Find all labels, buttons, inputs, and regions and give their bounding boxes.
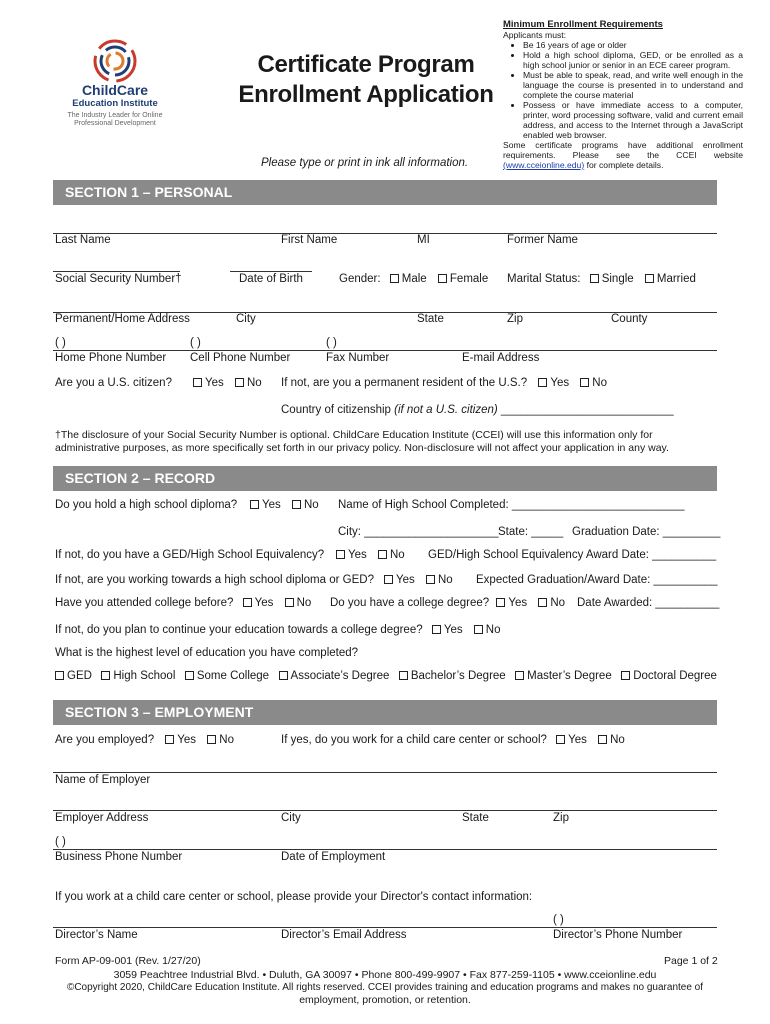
employer-address-label: Employer Address: [55, 812, 149, 824]
continue-question: If not, do you plan to continue your education towards a college degree?: [55, 624, 423, 636]
section2-heading: SECTION 2 – RECORD: [53, 466, 717, 491]
college-question: Have you attended college before?: [55, 597, 234, 609]
working-no-checkbox[interactable]: [426, 575, 435, 584]
logo-tagline1: The Industry Leader for Online: [67, 112, 163, 119]
state-label: State: [417, 313, 444, 325]
continue-field: [55, 624, 501, 636]
degree-yes-label: Yes: [508, 597, 528, 609]
employed-yes-label: Yes: [177, 734, 197, 746]
country-label: Country of citizenship: [281, 404, 391, 416]
page-number: Page 1 of 2: [664, 955, 718, 967]
former-name-label: Former Name: [507, 234, 578, 246]
requirements-intro: Applicants must:: [503, 30, 567, 40]
last-name-label: Last Name: [55, 234, 111, 246]
level-option: [515, 670, 612, 682]
level-bachelor-checkbox[interactable]: [399, 671, 408, 680]
level-doctoral-checkbox[interactable]: [621, 671, 630, 680]
level-option: [185, 670, 269, 682]
working-options: [384, 574, 453, 586]
ged-question: If not, do you have a GED/High School Equivalency?: [55, 549, 325, 561]
level-master-checkbox[interactable]: [515, 671, 524, 680]
level-bachelor-label: Bachelor’s Degree: [410, 670, 506, 682]
dob-line: [230, 271, 312, 272]
footer-copyright-1: ©Copyright 2020, ChildCare Education Institute. All rights reserved. CCEI provides training and education programs and makes no guarantee of: [66, 982, 704, 993]
requirements-note-end: for complete details.: [584, 160, 664, 170]
date-awarded-field[interactable]: Date Awarded: __________: [577, 597, 720, 609]
resident-question: If not, are you a permanent resident of the U.S.?: [281, 377, 528, 389]
hs-city-field[interactable]: City: _____________________: [338, 526, 499, 538]
ssn-line: [53, 271, 180, 272]
ged-no-checkbox[interactable]: [378, 550, 387, 559]
employed-no-label: No: [219, 734, 234, 746]
business-phone-paren: ( ): [55, 836, 66, 848]
level-hs-label: High School: [113, 670, 176, 682]
requirement-item: • Possess or have immediate access to a computer, printer, word processing software, valid and current email address, and access to the Internet through a JavaScript enabled web browser.: [523, 100, 743, 140]
zip-label: Zip: [507, 313, 523, 325]
male-checkbox[interactable]: [390, 274, 399, 283]
level-option: [279, 670, 390, 682]
continue-no-label: No: [485, 624, 501, 636]
employer-line: [53, 772, 717, 773]
marital-label: Marital Status:: [507, 273, 581, 285]
level-option: [101, 670, 175, 682]
childcare-no-checkbox[interactable]: [598, 735, 607, 744]
logo-line2: Education Institute: [72, 98, 158, 109]
country-note: (if not a U.S. citizen): [394, 404, 498, 416]
employer-city-label: City: [281, 812, 301, 824]
employed-question: Are you employed?: [55, 734, 155, 746]
requirement-item: • Must be able to speak, read, and write well enough in the language the course is presented in to understand and complete the course material: [523, 70, 743, 100]
home-phone-label: Home Phone Number: [55, 352, 167, 364]
childcare-yes-checkbox[interactable]: [556, 735, 565, 744]
highest-question: What is the highest level of education you have completed?: [55, 647, 359, 659]
married-label: Married: [656, 273, 696, 285]
continue-yes-label: Yes: [443, 624, 463, 636]
requirements-box: [503, 20, 743, 170]
ged-no-label: No: [389, 549, 405, 561]
ged-options: [336, 549, 405, 561]
citizen-no-label: No: [246, 377, 262, 389]
director-line: [53, 927, 717, 928]
degree-no-checkbox[interactable]: [538, 598, 547, 607]
college-no-checkbox[interactable]: [285, 598, 294, 607]
diploma-yes-label: Yes: [262, 499, 281, 511]
dob-label: Date of Birth: [239, 273, 303, 285]
email-label: E-mail Address: [462, 352, 540, 364]
level-associate-label: Associate’s Degree: [290, 670, 390, 682]
ged-date-field[interactable]: GED/High School Equivalency Award Date: __________: [428, 549, 717, 561]
single-label: Single: [601, 273, 634, 285]
degree-yes-checkbox[interactable]: [496, 598, 505, 607]
continue-no-checkbox[interactable]: [474, 625, 483, 634]
home-phone-paren: ( ): [55, 337, 66, 349]
phone-line: [53, 350, 717, 351]
level-option: [621, 670, 717, 682]
ccei-logo: [55, 36, 175, 131]
employed-field: [55, 734, 234, 746]
hs-name-field[interactable]: Name of High School Completed: ___________________________: [338, 499, 685, 511]
working-question: If not, are you working towards a high school diploma or GED?: [55, 574, 374, 586]
level-hs-checkbox[interactable]: [101, 671, 110, 680]
level-ged-label: GED: [67, 670, 92, 682]
ccei-website-link[interactable]: (www.cceionline.edu): [503, 160, 585, 170]
country-field: [281, 404, 674, 416]
employer-state-label: State: [462, 812, 489, 824]
diploma-question: Do you hold a high school diploma?: [55, 499, 238, 511]
degree-field: [330, 597, 565, 609]
cell-phone-paren: ( ): [190, 337, 201, 349]
fax-label: Fax Number: [326, 352, 390, 364]
citizen-no-checkbox[interactable]: [235, 378, 244, 387]
diploma-yes-checkbox[interactable]: [250, 500, 259, 509]
female-label: Female: [449, 273, 489, 285]
title-line1: Certificate Program: [257, 51, 475, 78]
first-name-label: First Name: [281, 234, 338, 246]
level-ged-checkbox[interactable]: [55, 671, 64, 680]
level-some-college-checkbox[interactable]: [185, 671, 194, 680]
college-no-label: No: [296, 597, 312, 609]
business-phone-label: Business Phone Number: [55, 851, 183, 863]
title-line2: Enrollment Application: [238, 81, 494, 108]
continue-yes-checkbox[interactable]: [432, 625, 441, 634]
single-checkbox[interactable]: [590, 274, 599, 283]
hs-state-field[interactable]: State: _____: [498, 526, 564, 538]
childcare-field: [281, 734, 625, 746]
resident-yes-label: Yes: [550, 377, 570, 389]
director-intro: If you work at a child care center or school, please provide your Director's contact information:: [55, 891, 533, 903]
degree-question: Do you have a college degree?: [330, 597, 490, 609]
requirements-note-text: Some certificate programs have additional enrollment requirements. Please see the CCEI website: [503, 140, 743, 160]
level-some-college-label: Some College: [196, 670, 270, 682]
citizen-yes-checkbox[interactable]: [193, 378, 202, 387]
expected-date-field[interactable]: Expected Graduation/Award Date: __________: [476, 574, 718, 586]
working-yes-label: Yes: [396, 574, 415, 586]
college-yes-checkbox[interactable]: [243, 598, 252, 607]
business-phone-line: [53, 849, 717, 850]
male-label: Male: [401, 273, 427, 285]
employment-date-label: Date of Employment: [281, 851, 386, 863]
diploma-no-checkbox[interactable]: [292, 500, 301, 509]
logo-tagline2: Professional Development: [74, 120, 156, 127]
form-id: Form AP-09-001 (Rev. 1/27/20): [55, 955, 201, 967]
requirements-note: [503, 140, 743, 170]
level-option: [399, 670, 506, 682]
director-phone-label: Director’s Phone Number: [553, 929, 683, 941]
county-label: County: [611, 313, 648, 325]
footer-copyright-2: employment, promotion, or retention.: [299, 994, 471, 1006]
childcare-yes-label: Yes: [568, 734, 587, 746]
gender-field: [339, 273, 488, 285]
citizen-question: Are you a U.S. citizen?: [55, 377, 172, 389]
ged-yes-checkbox[interactable]: [336, 550, 345, 559]
footer-address: 3059 Peachtree Industrial Blvd. • Duluth, GA 30097 • Phone 800-499-9907 • Fax 877-259-1105 • www.cceionline.edu: [113, 969, 657, 981]
instruction-text: Please type or print in ink all information.: [261, 157, 469, 169]
employer-address-line: [53, 810, 717, 811]
resident-no-label: No: [592, 377, 607, 389]
diploma-no-label: No: [303, 499, 319, 511]
resident-yes-checkbox[interactable]: [538, 378, 547, 387]
diploma-options: [250, 499, 319, 511]
employed-no-checkbox[interactable]: [207, 735, 216, 744]
married-checkbox[interactable]: [645, 274, 654, 283]
section3-heading: SECTION 3 – EMPLOYMENT: [53, 700, 717, 725]
college-field: [55, 597, 311, 609]
hs-grad-date-field[interactable]: Graduation Date: _________: [572, 526, 721, 538]
level-option: [55, 670, 92, 682]
resident-field: [281, 377, 607, 389]
director-phone-paren: ( ): [553, 914, 564, 926]
city-label: City: [236, 313, 256, 325]
requirements-heading: Minimum Enrollment Requirements: [503, 19, 663, 30]
mi-label: MI: [417, 234, 430, 246]
ged-yes-label: Yes: [348, 549, 367, 561]
logo-line1: ChildCare: [81, 82, 149, 98]
requirement-item: • Be 16 years of age or older: [523, 40, 743, 50]
employer-zip-label: Zip: [553, 812, 569, 824]
college-yes-label: Yes: [254, 597, 274, 609]
logo-emblem-icon: [55, 36, 175, 86]
working-yes-checkbox[interactable]: [384, 575, 393, 584]
gender-label: Gender:: [339, 273, 381, 285]
section1-heading: SECTION 1 – PERSONAL: [53, 180, 717, 205]
fax-paren: ( ): [326, 337, 337, 349]
citizen-yes-label: Yes: [205, 377, 224, 389]
level-associate-checkbox[interactable]: [279, 671, 288, 680]
director-name-label: Director’s Name: [55, 929, 138, 941]
employer-label: Name of Employer: [55, 774, 151, 786]
degree-no-label: No: [550, 597, 566, 609]
childcare-no-label: No: [610, 734, 625, 746]
ssn-label: Social Security Number†: [55, 273, 182, 285]
marital-field: [507, 273, 696, 285]
ssn-disclosure: †The disclosure of your Social Security Number is optional. ChildCare Education Institute (CCEI) will use this information only for administrative purposes, as more specifically set forth in our privacy policy. Non-disclosure will not affect your application in any way.: [55, 429, 669, 454]
employed-yes-checkbox[interactable]: [165, 735, 174, 744]
requirements-list: [503, 40, 743, 140]
citizen-options: [193, 377, 262, 389]
working-no-label: No: [437, 574, 453, 586]
level-master-label: Master’s Degree: [527, 670, 612, 682]
address-label: Permanent/Home Address: [55, 313, 190, 325]
requirement-item: • Hold a high school diploma, GED, or be enrolled as a high school junior or senior in an ECE career program.: [523, 50, 743, 70]
name-line: [53, 233, 717, 234]
resident-no-checkbox[interactable]: [580, 378, 589, 387]
director-email-label: Director’s Email Address: [281, 929, 407, 941]
education-levels: [55, 670, 717, 682]
country-blank[interactable]: ___________________________: [497, 404, 674, 416]
childcare-question: If yes, do you work for a child care center or school?: [281, 734, 547, 746]
level-doctoral-label: Doctoral Degree: [633, 670, 717, 682]
female-checkbox[interactable]: [438, 274, 447, 283]
cell-phone-label: Cell Phone Number: [190, 352, 291, 364]
